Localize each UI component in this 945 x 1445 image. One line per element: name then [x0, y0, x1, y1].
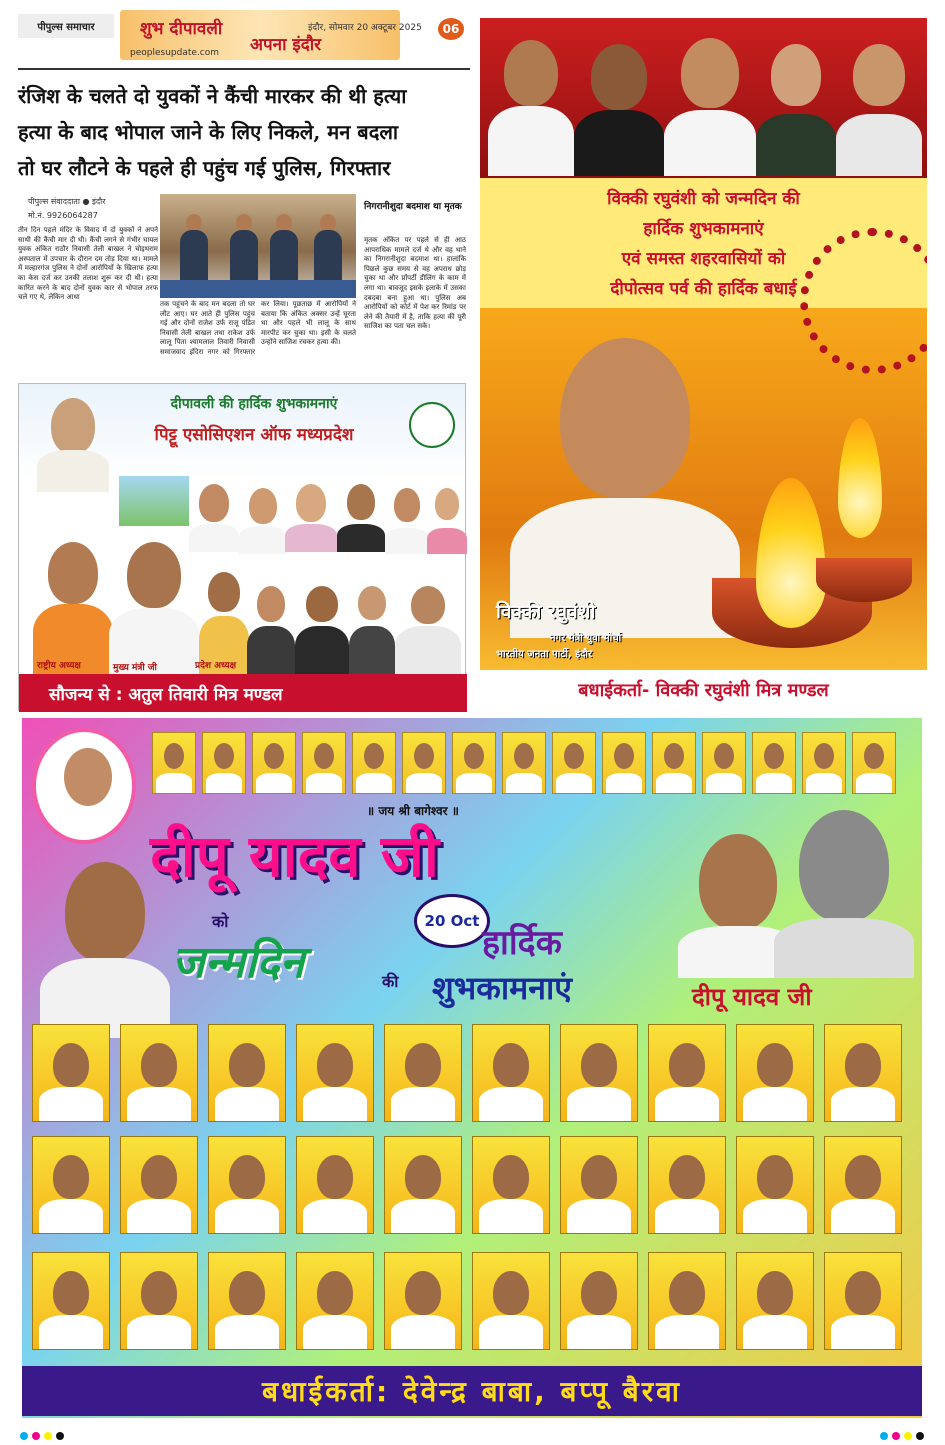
wisher-portrait — [120, 1252, 198, 1350]
yellow-mark — [44, 1432, 52, 1440]
ad2-line-2: हार्दिक शुभकामनाएं — [643, 219, 764, 239]
section-title-indore: अपना इंदौर — [250, 35, 322, 55]
wisher-portrait — [208, 1136, 286, 1234]
small-portrait — [152, 732, 196, 794]
wisher-portrait — [824, 1024, 902, 1122]
flame-icon — [756, 478, 826, 628]
wisher-portrait — [296, 1024, 374, 1122]
yellow-mark — [904, 1432, 912, 1440]
kids-illustration — [119, 476, 189, 526]
portrait-left-man — [40, 848, 170, 1038]
small-portrait — [552, 732, 596, 794]
wisher-portrait — [120, 1136, 198, 1234]
portrait-national-president — [33, 534, 113, 674]
portrait — [247, 580, 295, 674]
byline — [28, 195, 156, 223]
ad3-greeting-from: बधाईकर्ता: देवेन्द्र बाबा, बप्पू बैरवा — [22, 1366, 922, 1416]
wisher-portrait — [472, 1252, 550, 1350]
ad3-ko: को — [212, 912, 229, 931]
small-portrait — [652, 732, 696, 794]
birthday-date-badge: 20 Oct — [414, 894, 490, 948]
ad3-hardik: हार्दिक — [482, 923, 562, 963]
small-portrait — [302, 732, 346, 794]
wisher-portrait — [384, 1024, 462, 1122]
wisher-portrait — [32, 1136, 110, 1234]
section-banner — [120, 10, 400, 60]
association-logo — [409, 402, 455, 448]
wisher-portrait — [384, 1136, 462, 1234]
side-heading: निगरानीशुदा बदमाश था मृतक — [364, 202, 462, 212]
ad2-designation: नगर मंत्री युवा मोर्चा — [550, 633, 622, 644]
deepu-yadav-birthday-ad — [22, 718, 922, 1418]
portrait — [427, 484, 467, 554]
page-number: 06 — [438, 18, 464, 40]
magenta-mark — [32, 1432, 40, 1440]
portrait — [295, 580, 349, 674]
portrait-guru — [32, 728, 136, 844]
story-column-2: तक पहुंचने के बाद मन बदला तो घर लौट आए। घर आते ही पुलिस पहुंच गई और दोनों राजेश उर्फ राजू पंडित निवासी तेली बाखल तथा राकेश उर्फ लालू पिता श्यामलाल तिवारी निवासी समाजवाद इंदिरा नगर को गिरफ्तार कर लिया। पूछताछ में आरोपियों ने बताया कि अंकित अक्सर उन्हें घूरता था और पहले भी लालू के साथ मारपीट कर चुका था। इसी के चलते उन्होंने साजिश रचकर हत्या की। — [160, 300, 356, 356]
ad3-shubhkamnaye: शुभकामनाएं — [432, 969, 573, 1007]
byline-reporter: पीपुल्स संवाददाता ● इंदौर — [28, 197, 106, 206]
black-mark — [56, 1432, 64, 1440]
tag-national-president: राष्ट्रीय अध्यक्ष — [37, 661, 81, 671]
small-portrait — [252, 732, 296, 794]
black-mark — [916, 1432, 924, 1440]
ad1-organization: पिट्टू एसोसिएशन ऑफ मध्यप्रदेश — [154, 425, 354, 445]
masthead — [18, 10, 470, 72]
wisher-portrait — [208, 1252, 286, 1350]
wisher-portrait — [648, 1024, 726, 1122]
flame-icon — [838, 418, 882, 538]
small-portrait — [452, 732, 496, 794]
ad3-big-name: दीपू यादव जी — [150, 822, 439, 890]
wisher-portrait — [32, 1252, 110, 1350]
small-portrait — [352, 732, 396, 794]
wisher-portrait — [208, 1024, 286, 1122]
portrait — [285, 480, 337, 552]
newspaper-brand: पीपुल्स समाचार — [18, 14, 114, 38]
wisher-portrait — [736, 1252, 814, 1350]
wisher-portrait — [824, 1136, 902, 1234]
ad2-greeting-from: बधाईकर्ता- विक्की रघुवंशी मित्र मण्डल — [480, 670, 927, 710]
ad2-party: भारतीय जनता पार्टी, इंदौर — [496, 649, 593, 660]
wisher-portrait — [472, 1136, 550, 1234]
portrait — [395, 580, 461, 674]
wisher-portrait — [560, 1136, 638, 1234]
press-conference-photo — [160, 194, 356, 298]
portrait — [385, 484, 429, 554]
small-portrait — [702, 732, 746, 794]
diya-icon — [816, 558, 912, 602]
masthead-rule — [18, 68, 470, 70]
ad1-courtesy: सौजन्य से : अतुल तिवारी मित्र मण्डल — [19, 674, 467, 712]
ad2-line-3: एवं समस्त शहरवासियों को — [621, 249, 786, 269]
jay-shri-bageshwar: ॥ जय श्री बागेश्वर ॥ — [367, 804, 459, 818]
portrait — [574, 32, 664, 176]
tag-state-president: प्रदेश अध्यक्ष — [195, 661, 237, 671]
portrait-vicky-raghuvanshi — [510, 318, 740, 638]
portrait — [664, 26, 756, 176]
small-portrait — [752, 732, 796, 794]
wisher-portrait — [560, 1252, 638, 1350]
pittu-association-ad — [18, 383, 466, 711]
mandala-decoration — [800, 228, 927, 374]
wisher-portrait — [296, 1252, 374, 1350]
story-headline — [18, 78, 470, 186]
small-portrait — [602, 732, 646, 794]
story-column-1: तीन दिन पहले मंदिर के विवाद में दो युवकों ने अपने साथी की कैंची मार दी थी। कैंची लगने से गंभीर घायल युवक अंकित राठौर निवासी तेली बाखल ने चोइथराम अस्पताल में उपचार के दौरान दम तोड़ दिया था। मामले में मल्हारगंज पुलिस ने दोनों आरोपियों के खिलाफ हत्या का केस दर्ज कर उनकी तलाश शुरू कर दी थी। हत्या कारित करने के बाद दोनों युवक कार से भोपाल तरफ चले गए थे, लेकिन आधा — [18, 226, 158, 302]
cyan-mark — [880, 1432, 888, 1440]
ad2-leaders-strip — [480, 18, 927, 178]
headline-line-2: हत्या के बाद भोपाल जाने के लिए निकले, मन बदला — [18, 120, 399, 144]
wisher-portrait — [296, 1136, 374, 1234]
wisher-portrait — [472, 1024, 550, 1122]
wisher-portrait — [648, 1136, 726, 1234]
portrait — [349, 580, 395, 674]
cyan-mark — [20, 1432, 28, 1440]
small-portrait — [402, 732, 446, 794]
magenta-mark — [892, 1432, 900, 1440]
ad2-line-4: दीपोत्सव पर्व की हार्दिक बधाई — [610, 279, 797, 299]
site-url: peoplesupdate.com — [130, 48, 219, 58]
ad2-line-1: विक्की रघुवंशी को जन्मदिन की — [607, 189, 800, 209]
headline-line-3: तो घर लौटने के पहले ही पहुंच गई पुलिस, गिरफ्तार — [18, 156, 391, 180]
wisher-portrait — [560, 1024, 638, 1122]
wisher-portrait — [736, 1024, 814, 1122]
portrait — [337, 480, 385, 552]
ad2-person-name: विक्की रघुवंशी — [496, 601, 596, 623]
portrait — [836, 32, 922, 176]
portrait-chief-minister — [109, 534, 199, 674]
portrait-deepu-yadav-bw — [774, 804, 914, 978]
vicky-raghuvanshi-ad — [480, 18, 927, 710]
story-column-3: मृतक अंकित पर पहले से ही आठ आपराधिक मामले दर्ज थे और वह थाने का निगरानीशुदा बदमाश था। हालांकि पिछले कुछ समय से वह अपराध छोड़ चुका था और प्रॉपर्टी डीलिंग के काम में लगा था। बावजूद इसके इलाके में उसका दबदबा बना हुआ था। पुलिस अब आरोपियों को कोर्ट में पेश कर रिमांड पर लेने की तैयारी में है, ताकि हत्या की पूरी साजिश का पता चल सके। — [364, 236, 466, 331]
small-portrait — [802, 732, 846, 794]
section-title-diwali: शुभ दीपावली — [140, 19, 223, 39]
ad3-photo-caption: दीपू यादव जी — [692, 983, 812, 1011]
wisher-portrait — [736, 1136, 814, 1234]
wisher-portrait — [824, 1252, 902, 1350]
ad1-greeting: दीपावली की हार्दिक शुभकामनाएं — [170, 396, 338, 412]
press-table — [160, 280, 356, 298]
headline-line-1: रंजिश के चलते दो युवकों ने कैंची मारकर की थी हत्या — [18, 84, 407, 108]
small-portrait — [852, 732, 896, 794]
wisher-portrait — [120, 1024, 198, 1122]
small-portrait — [202, 732, 246, 794]
portrait — [488, 26, 574, 176]
ad3-ki: की — [382, 972, 399, 991]
small-portrait — [502, 732, 546, 794]
ad3-janmdin: जन्मदिन — [172, 937, 305, 988]
byline-mobile: मो.नं. 9926064287 — [28, 211, 98, 220]
portrait-leader — [37, 392, 109, 492]
tag-chief-minister: मुख्य मंत्री जी — [113, 663, 157, 673]
edition-date: इंदौर, सोमवार 20 अक्टूबर 2025 — [308, 23, 422, 33]
portrait — [756, 32, 836, 176]
wisher-portrait — [648, 1252, 726, 1350]
print-registration-marks — [0, 1428, 945, 1445]
wisher-portrait — [32, 1024, 110, 1122]
portrait — [239, 484, 287, 554]
wisher-portrait — [384, 1252, 462, 1350]
